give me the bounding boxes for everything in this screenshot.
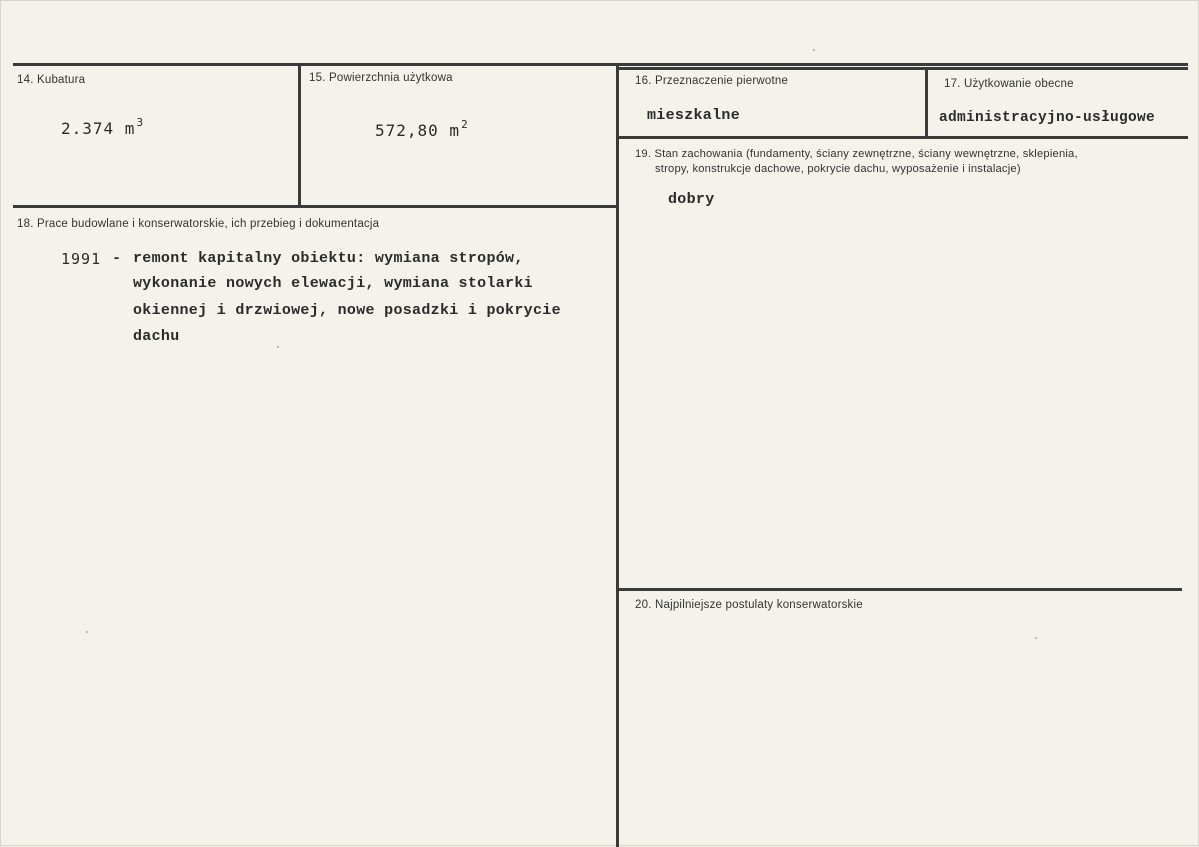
main-vertical-divider: [616, 63, 619, 847]
field-16-value: mieszkalne: [647, 107, 741, 124]
field-19-label-line-2: stropy, konstrukcje dachowe, pokrycie dachu, wyposażenie i instalacje): [655, 163, 1021, 175]
field-18-line-1: remont kapitalny obiektu: wymiana stropów,: [133, 250, 524, 267]
field-17-value: administracyjno-usługowe: [939, 110, 1156, 126]
top-rule: [13, 63, 1188, 66]
powierzchnia-value: 572,80 m: [375, 121, 461, 140]
rule-below-16-17: [619, 136, 1188, 139]
divider-16-17: [925, 67, 928, 137]
rule-above-20: [619, 588, 1182, 591]
paper-speck: [277, 346, 279, 348]
divider-14-15: [298, 63, 301, 206]
field-14-label: 14. Kubatura: [17, 74, 86, 86]
field-18-year: 1991: [61, 250, 102, 268]
field-17-label: 17. Użytkowanie obecne: [944, 78, 1074, 90]
field-19-value: dobry: [668, 191, 715, 208]
field-18-line-2: wykonanie nowych elewacji, wymiana stolarki: [133, 275, 533, 292]
field-15-value: [375, 118, 469, 140]
rule-below-14-15: [13, 205, 619, 208]
paper-speck: [813, 49, 815, 51]
field-18-dash: -: [112, 250, 122, 267]
field-18-line-3: okiennej i drzwiowej, nowe posadzki i pokrycie: [133, 302, 561, 319]
paper-speck: [86, 631, 88, 633]
field-18-line-4: dachu: [133, 328, 180, 345]
kubatura-unit-exponent: 3: [136, 116, 145, 129]
field-14-value: [61, 116, 145, 138]
kubatura-value: 2.374 m: [61, 119, 136, 138]
paper-speck: [1035, 637, 1037, 639]
top-rule-right: [619, 67, 1188, 70]
powierzchnia-unit-exponent: 2: [461, 118, 469, 131]
field-16-label: 16. Przeznaczenie pierwotne: [635, 75, 789, 87]
field-15-label: 15. Powierzchnia użytkowa: [309, 72, 453, 84]
field-19-label-line-1: 19. Stan zachowania (fundamenty, ściany zewnętrzne, ściany wewnętrzne, sklepienia,: [635, 148, 1078, 160]
field-18-label: 18. Prace budowlane i konserwatorskie, ich przebieg i dokumentacja: [17, 218, 380, 230]
field-20-label: 20. Najpilniejsze postulaty konserwatorskie: [635, 599, 863, 611]
